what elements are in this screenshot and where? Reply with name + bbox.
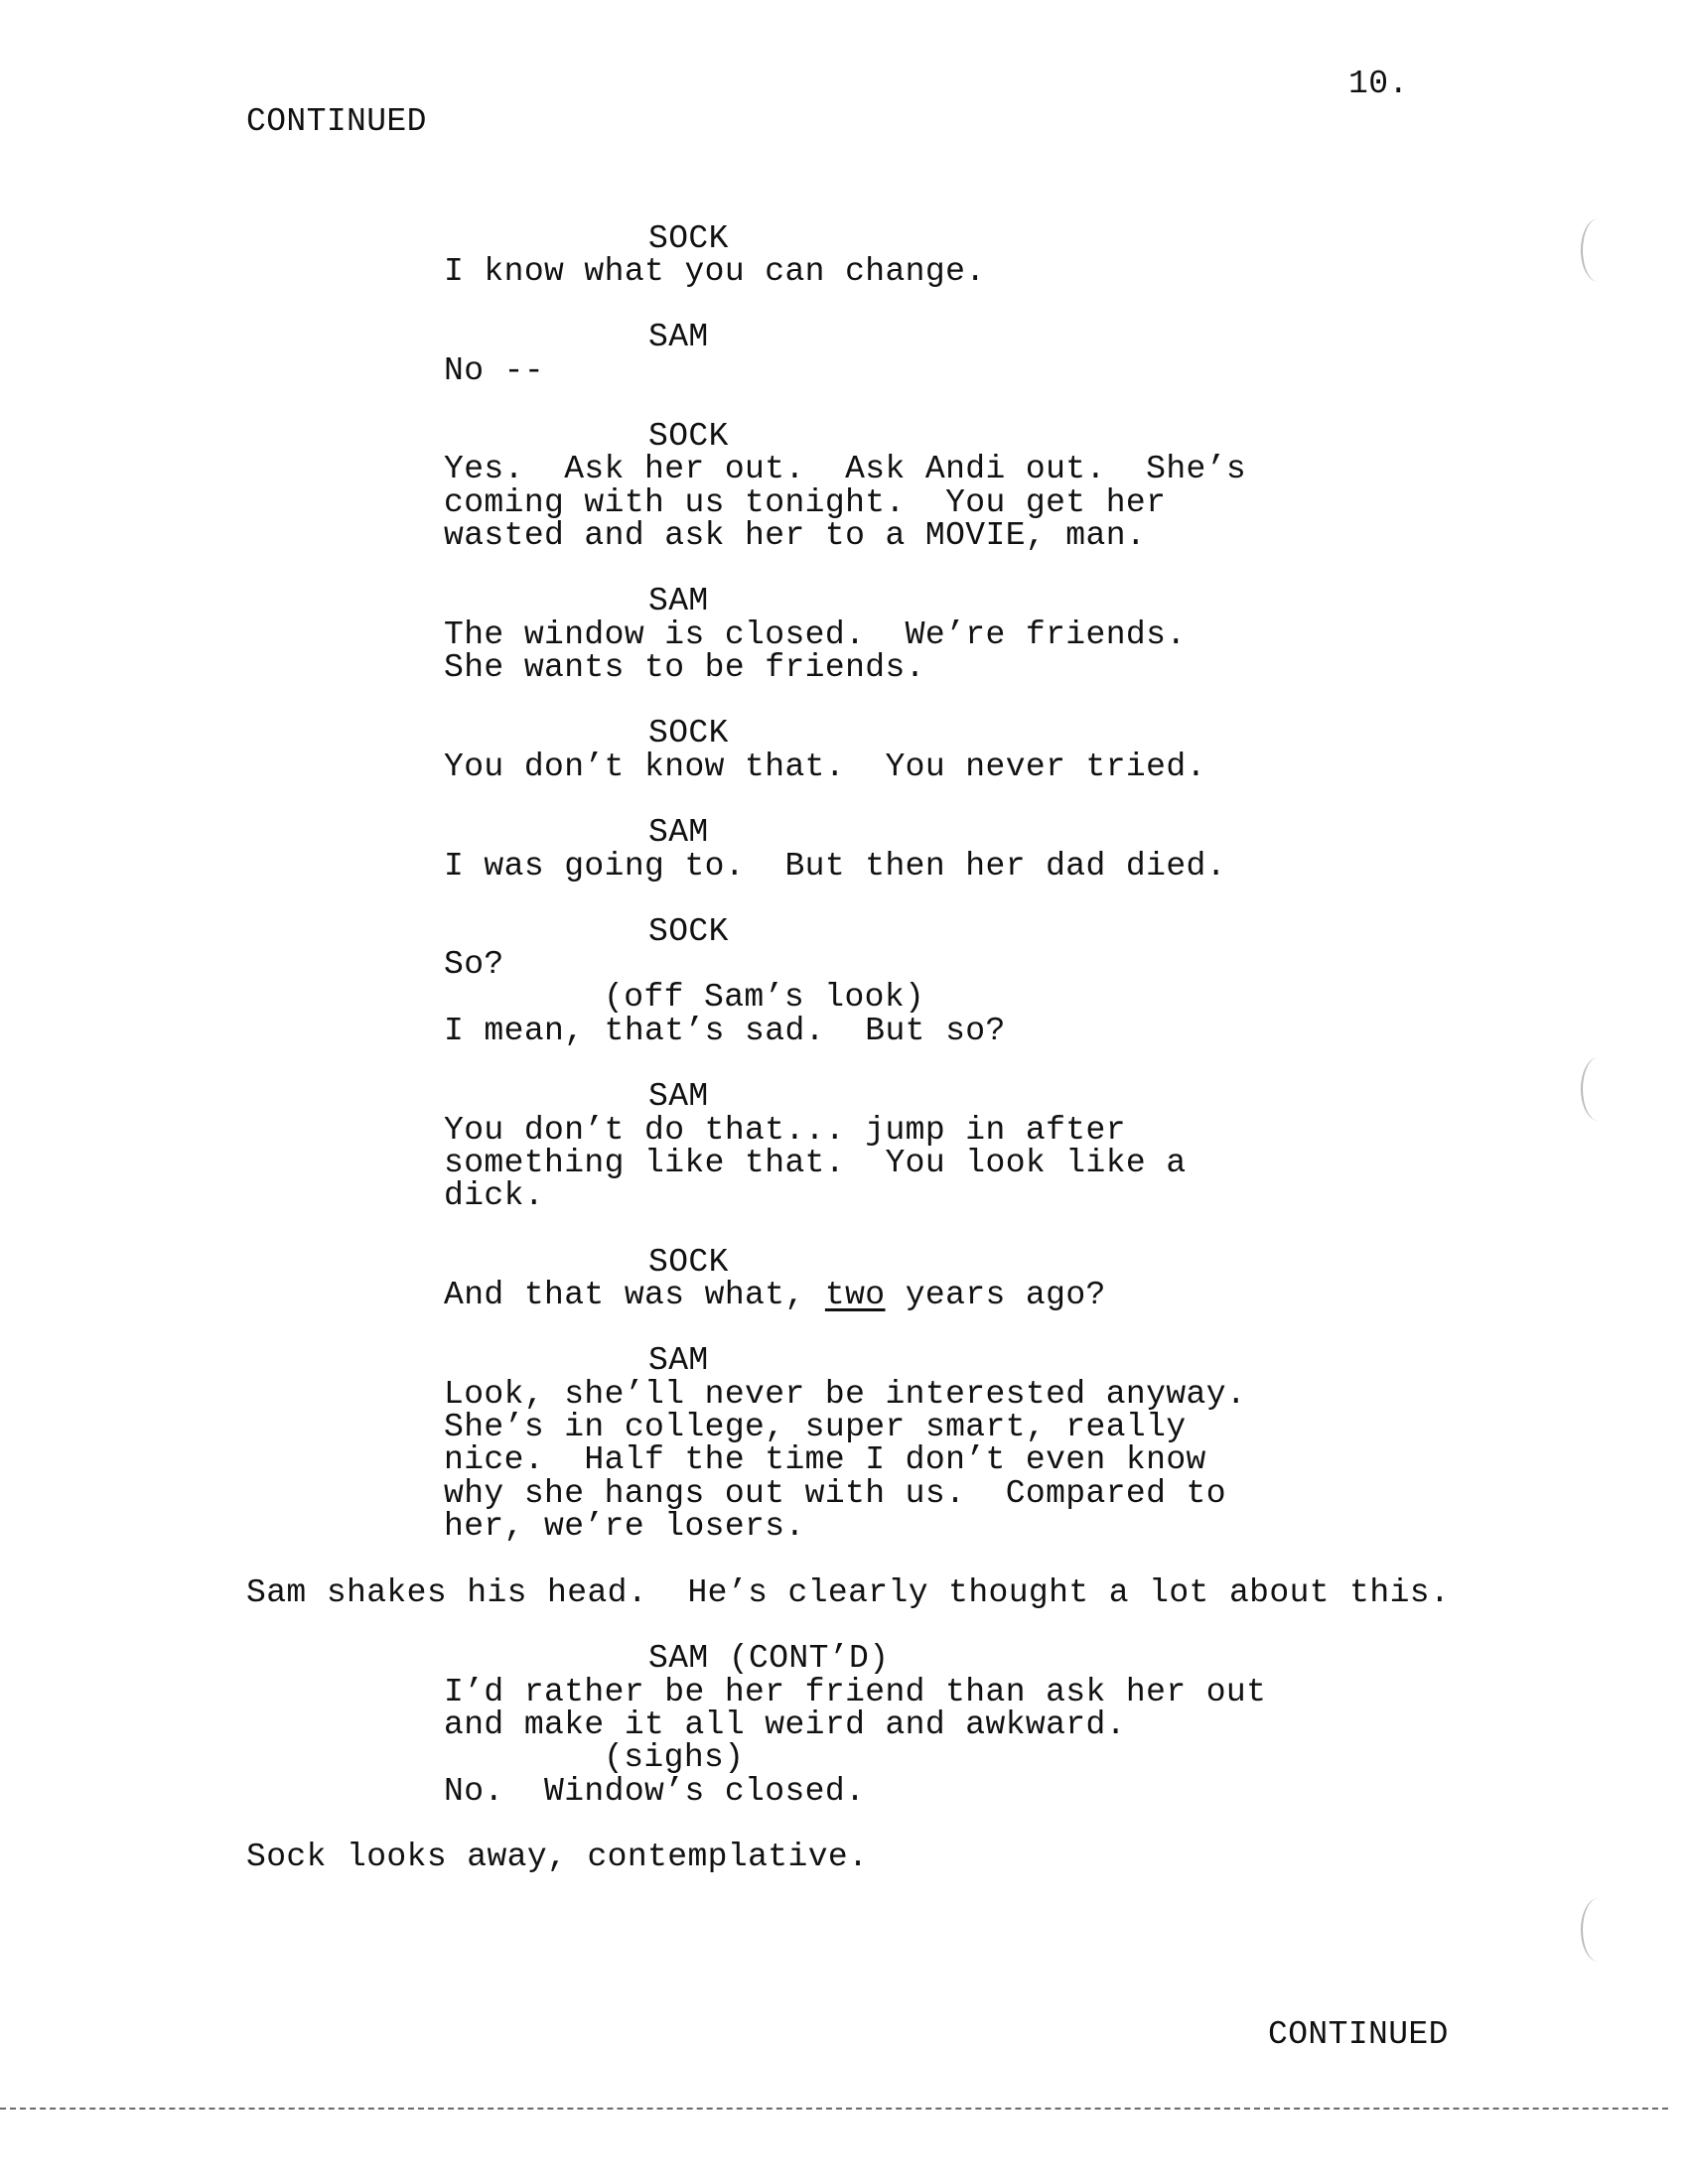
character-cue: SAM (648, 583, 709, 619)
character-cue: SAM (648, 1342, 709, 1379)
dialogue-line: something like that. You look like a (444, 1145, 1187, 1181)
dialogue-line: You don’t do that... jump in after (444, 1112, 1126, 1149)
page-bottom-rule (0, 2108, 1668, 2110)
dialogue-text: years ago? (885, 1277, 1106, 1313)
character-cue: SOCK (648, 913, 729, 950)
dialogue-line: I mean, that’s sad. But so? (444, 1013, 1006, 1049)
dialogue-line: coming with us tonight. You get her (444, 484, 1167, 521)
character-cue: SAM (648, 1078, 709, 1115)
continued-footer: CONTINUED (1268, 2016, 1449, 2053)
dialogue-text: And that was what, (444, 1277, 825, 1313)
dialogue-line: She’s in college, super smart, really (444, 1409, 1187, 1445)
dialogue-line: I’d rather be her friend than ask her out (444, 1674, 1267, 1710)
binder-hole-icon (1581, 218, 1617, 282)
underlined-word: two (824, 1277, 886, 1313)
dialogue-line: So? (444, 946, 504, 983)
dialogue-line: dick. (444, 1177, 545, 1214)
dialogue-line: You don’t know that. You never tried. (444, 749, 1206, 785)
dialogue-line: No -- (444, 352, 545, 389)
dialogue-line: wasted and ask her to a MOVIE, man. (444, 517, 1147, 554)
parenthetical: (sighs) (604, 1739, 745, 1776)
action-line: Sock looks away, contemplative. (246, 1839, 869, 1875)
dialogue-line: Look, she’ll never be interested anyway. (444, 1376, 1247, 1413)
page-number: 10. (1348, 66, 1409, 102)
character-cue: SOCK (648, 1244, 729, 1281)
dialogue-line: why she hangs out with us. Compared to (444, 1475, 1226, 1512)
character-cue: SAM (648, 814, 709, 851)
dialogue-line: her, we’re losers. (444, 1508, 805, 1545)
parenthetical: (off Sam’s look) (604, 979, 925, 1016)
dialogue-line: The window is closed. We’re friends. (444, 616, 1187, 653)
action-line: Sam shakes his head. He’s clearly thought a lot about this. (246, 1574, 1451, 1611)
character-cue: SAM (CONT’D) (648, 1640, 890, 1677)
dialogue-line: She wants to be friends. (444, 649, 925, 686)
character-cue: SOCK (648, 418, 729, 455)
dialogue-line: Yes. Ask her out. Ask Andi out. She’s (444, 451, 1247, 487)
character-cue: SOCK (648, 220, 729, 257)
continued-header: CONTINUED (246, 103, 427, 140)
dialogue-line: nice. Half the time I don’t even know (444, 1441, 1206, 1478)
binder-hole-icon (1581, 1898, 1617, 1962)
dialogue-line: I was going to. But then her dad died. (444, 848, 1226, 885)
character-cue: SAM (648, 319, 709, 355)
binder-hole-icon (1581, 1057, 1617, 1121)
dialogue-line (444, 1279, 1106, 1312)
dialogue-line: and make it all weird and awkward. (444, 1706, 1126, 1743)
dialogue-line: No. Window’s closed. (444, 1773, 866, 1810)
character-cue: SOCK (648, 715, 729, 751)
dialogue-line: I know what you can change. (444, 253, 986, 290)
